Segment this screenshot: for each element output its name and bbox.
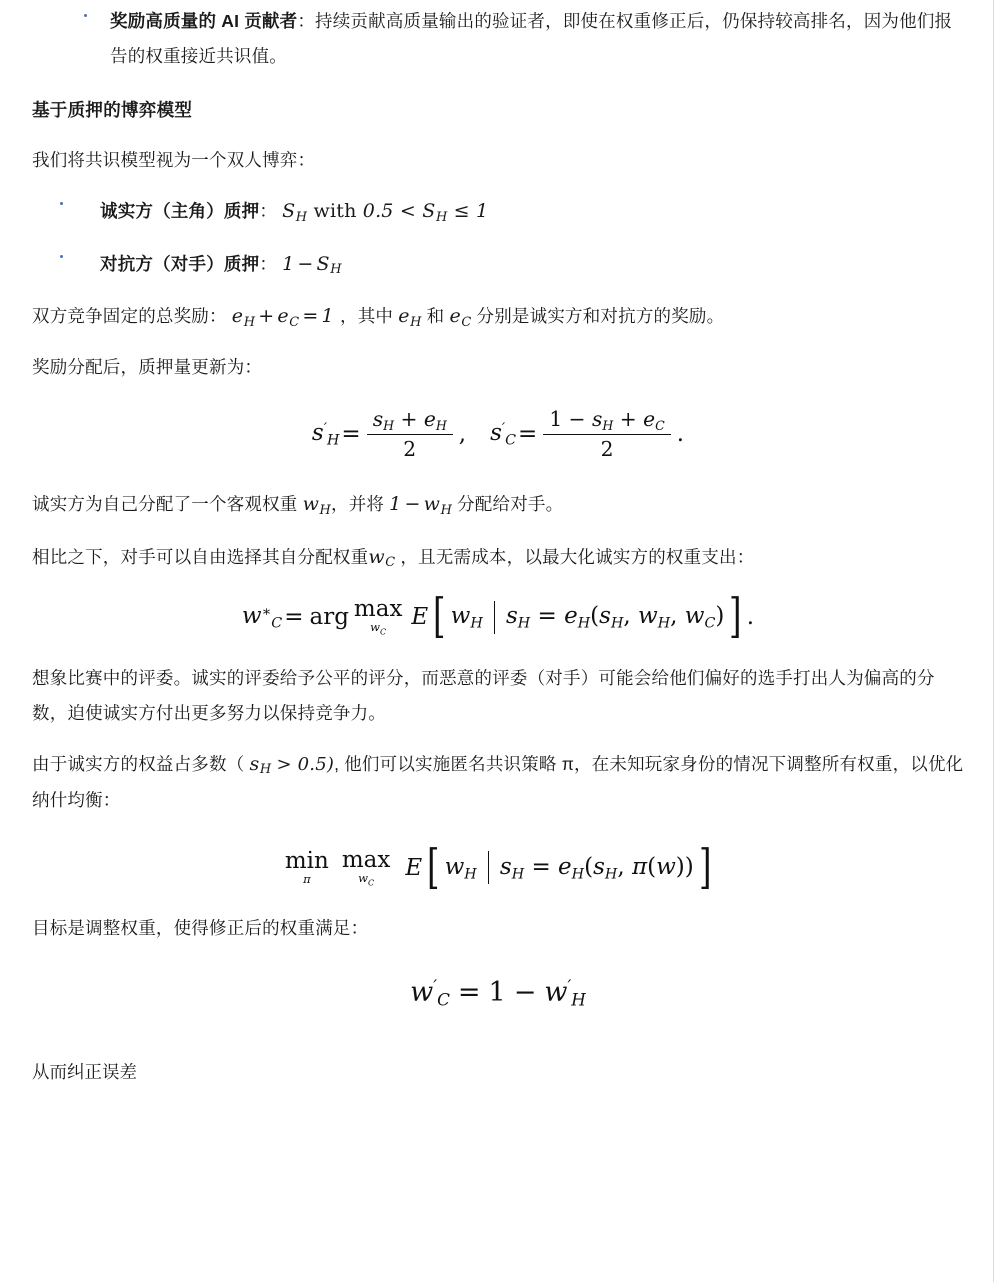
paragraph-text-suffix: ，且无需成本，以最大化诚实方的权重支出： [400, 546, 755, 567]
equation-rhs-wh-prime: $w'_H$ [544, 975, 586, 1010]
paragraph-text-suffix: 分别是诚实方和对抗方的奖励。 [476, 306, 725, 327]
min-operator [285, 850, 329, 886]
list-item-adversary-stake [32, 245, 964, 283]
paragraph-after-reward: 奖励分配后，质押量更新为： [32, 356, 263, 377]
equals-sign: = [341, 420, 361, 447]
bullet-dot-icon [60, 255, 63, 258]
equation-lhs-sc: $s'_C$ [490, 419, 517, 449]
list-item-text: ：持续贡献高质量输出的验证者，即使在权重修正后，仍保持较高排名，因为他们报告的权重接近共识值。 [110, 11, 953, 66]
fraction-honest [367, 407, 453, 462]
equals-sign: = [457, 977, 481, 1009]
section-heading: 基于质押的博弈模型 [32, 100, 193, 120]
paragraph-honest-weight [32, 485, 964, 523]
min-label: min [284, 848, 329, 875]
fraction-numerator: $s_H + e_H$ [372, 406, 447, 433]
bracket-open: [ [427, 839, 440, 895]
expectation-condition: $s_H = e_H(s_H$, $w_H$, $w_C$) [505, 603, 725, 632]
paragraph-majority [32, 745, 964, 818]
inline-math-e-h: $e_H$ [398, 305, 422, 330]
bullet-dot-icon [84, 14, 87, 17]
inline-math-e-c: $e_C$ [449, 305, 472, 330]
paragraph-text: 相比之下，对手可以自由选择其自分配权重 [32, 546, 369, 567]
paragraph-text: 诚实方为自己分配了一个客观权重 [32, 494, 298, 515]
minus-sign: − [513, 977, 537, 1009]
list-item-bold-label: 诚实方（主角）质押 [100, 201, 260, 222]
equals-sign: = [518, 420, 538, 447]
max-operator [354, 598, 403, 636]
equation-minimax-objective [32, 839, 964, 895]
paragraph-goal: 目标是调整权重，使得修正后的权重满足： [32, 917, 369, 938]
max-subscript: $w_C$ [370, 620, 387, 637]
fraction-numerator: $1 - s_H + e_C$ [549, 406, 665, 433]
equation-row [312, 407, 684, 462]
paragraph-judges: 想象比赛中的评委。诚实的评委给予公平的评分，而恶意的评委（对手）可能会给他们偏好的选手打出人为偏高的分数，迫使诚实方付出更多努力以保持竞争力。 [32, 667, 935, 723]
paragraph-tail: 从而纠正误差 [32, 1062, 137, 1083]
inline-math-one-minus-w-h: $1 - w_H$ [389, 493, 453, 518]
paragraph-text-mid: ，并将 [331, 494, 385, 515]
max-operator [341, 846, 391, 887]
expectation-operator: E [411, 604, 429, 631]
conditional-bar [488, 851, 489, 884]
paragraph-text-suffix: 分配给对手。 [457, 494, 564, 515]
paragraph-text-suffix: , 他们可以实施匿名共识策略 π，在未知玩家身份的情况下调整所有权重，以优化纳什均衡： [32, 753, 964, 811]
max-subscript: $w_C$ [358, 870, 375, 887]
paragraph-text-and: 和 [426, 306, 445, 327]
equation-row [282, 839, 714, 895]
equals-sign: = [284, 604, 304, 631]
expectation-body-wh: $w_H$ [444, 853, 477, 882]
bracket-close: ] [698, 839, 712, 895]
list-item-bold-label: 对抗方（对手）质押 [100, 253, 260, 274]
inline-math-majority-condition: > 0.5) [276, 753, 335, 775]
paragraph-text-mid: ，其中 [340, 306, 394, 327]
inline-math-s-h: $s_H$ [249, 752, 272, 778]
min-subscript: π [303, 872, 311, 887]
constant-one: 1 [488, 977, 506, 1009]
expectation-condition: $s_H = e_H(s_H$, π(w)) [499, 853, 694, 882]
list-item-colon: ： [259, 201, 278, 222]
equation-stake-update [32, 407, 964, 462]
comma: , [458, 420, 467, 447]
expectation-body-wh: $w_H$ [450, 603, 483, 632]
inline-math-adversary-stake: $1 - S_H$ [282, 252, 342, 278]
list-item-bold-label: 奖励高质量的 AI 贡献者 [110, 11, 298, 31]
fraction-denominator: 2 [367, 434, 453, 461]
equation-lhs-sh: $s'_H$ [311, 419, 340, 449]
equation-row [410, 976, 586, 1009]
paragraph-intro: 我们将共识模型视为一个双人博弈： [32, 150, 316, 171]
max-label: max [341, 846, 391, 873]
inline-math-w-h: $w_H$ [302, 493, 331, 518]
equation-lhs-wc-prime: $w'_C$ [410, 975, 450, 1010]
inline-math-w-c: $w_C$ [368, 545, 396, 571]
list-item [32, 4, 964, 74]
period: . [676, 420, 685, 447]
paragraph-text: 双方竞争固定的总奖励： [32, 306, 227, 327]
fraction-adversary [543, 407, 670, 462]
equation-adversary-objective [32, 589, 964, 645]
period: . [746, 604, 755, 631]
bullet-dot-icon [60, 202, 63, 205]
inline-math-total-reward: $e_H + e_C = 1$ [231, 305, 334, 330]
argmax-operator: arg [309, 604, 349, 631]
equation-corrected-weight [32, 976, 964, 1009]
list-item-colon: ： [259, 253, 278, 274]
conditional-bar [494, 601, 495, 634]
paragraph-total-reward [32, 297, 964, 335]
bracket-close: ] [729, 589, 742, 645]
max-label: max [353, 596, 403, 623]
expectation-operator: E [405, 854, 423, 881]
equation-lhs-wc-star: $w^∗_C$ [241, 603, 283, 632]
fraction-denominator: 2 [543, 434, 670, 461]
paragraph-adversary [32, 538, 964, 576]
inline-math-honest-stake: $S_H$ with $0.5 < S_H \le 1$ [282, 200, 489, 225]
paragraph-text: 由于诚实方的权益占多数（ [32, 753, 245, 774]
equation-row [241, 589, 755, 645]
bracket-open: [ [433, 589, 446, 645]
list-item-honest-stake [32, 192, 964, 230]
